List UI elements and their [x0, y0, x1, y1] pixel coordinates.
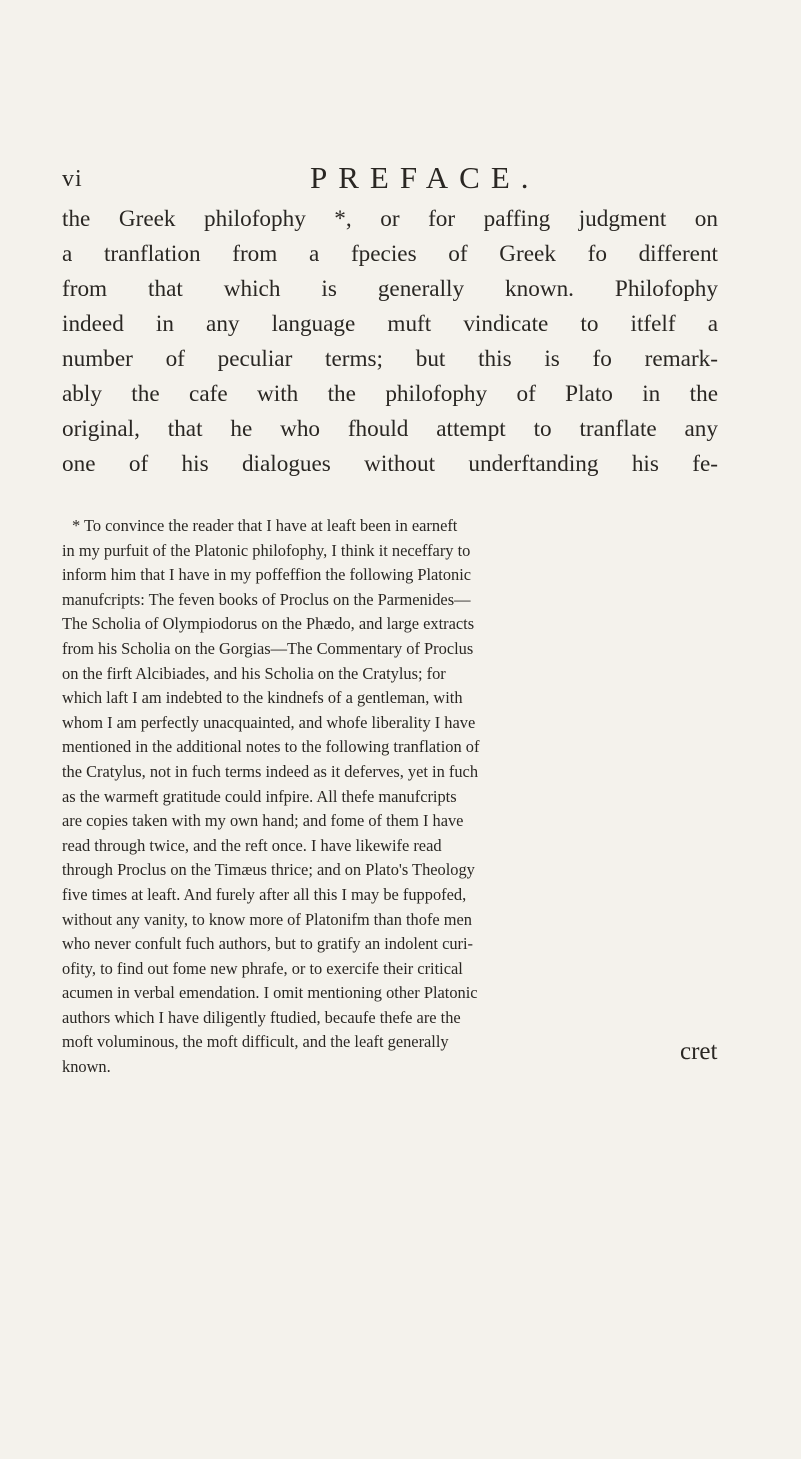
footnote-line: as the warmeft gratitude could infpire. All thefe manufcripts: [62, 786, 457, 806]
footnote-line: The Scholia of Olympiodorus on the Phædo, and large extracts: [62, 614, 475, 634]
footnote-line: from his Scholia on the Gorgias—The Commentary of Proclus: [62, 638, 474, 658]
footnote-line: acumen in verbal emendation. I omit mentioning other Platonic: [62, 983, 478, 1003]
footnote-line: through Proclus on the Timæus thrice; and on Plato's Theology: [62, 860, 475, 880]
text-line: the Greek philofophy *, or for paffing judgment on: [62, 206, 718, 232]
footnote-line: * To convince the reader that I have at leaft been in earneft: [72, 516, 458, 535]
running-title: PREFACE.: [310, 160, 540, 195]
text-line: original, that he who fhould attempt to tranflate any: [62, 416, 718, 442]
text-line: one of his dialogues without underftanding his fe-: [62, 451, 718, 477]
footnote-line: inform him that I have in my poffeffion the following Platonic: [62, 565, 472, 585]
footnote-line: who never confult fuch authors, but to gratify an indolent curi-: [62, 934, 474, 954]
text-line: ably the cafe with the philofophy of Plato in the: [62, 381, 718, 407]
text-line: from that which is generally known. Philofophy: [62, 276, 718, 302]
page-header: [62, 160, 762, 200]
footnote: [62, 514, 738, 1080]
footnote-line: manufcripts: The feven books of Proclus on the Parmenides—: [62, 589, 471, 609]
page-number: vi: [62, 166, 83, 192]
footnote-line: five times at leaft. And furely after all this I may be fuppofed,: [62, 884, 467, 904]
footnote-line: the Cratylus, not in fuch terms indeed as it deferves, yet in fuch: [62, 761, 479, 781]
text-line: number of peculiar terms; but this is fo remark-: [62, 346, 718, 372]
footnote-line: whom I am perfectly unacquainted, and whofe liberality I have: [62, 712, 476, 732]
footnote-line: without any vanity, to know more of Platonifm than thofe men: [62, 909, 472, 929]
footnote-line: in my purfuit of the Platonic philofophy, I think it neceffary to: [62, 540, 471, 560]
footnote-line: ofity, to find out fome new phrafe, or to exercife their critical: [62, 958, 463, 978]
footnote-line: authors which I have diligently ftudied, becaufe thefe are the: [62, 1007, 461, 1027]
main-text: [62, 202, 718, 482]
footnote-line: are copies taken with my own hand; and fome of them I have: [62, 811, 464, 831]
footnote-line: mentioned in the additional notes to the following tranflation of: [62, 737, 480, 757]
catchword: cret: [680, 1038, 718, 1065]
footnote-line: on the firft Alcibiades, and his Scholia on the Cratylus; for: [62, 663, 446, 683]
footnote-line: read through twice, and the reft once. I have likewife read: [62, 835, 442, 855]
footnote-line: which laft I am indebted to the kindnefs of a gentleman, with: [62, 688, 463, 708]
footnote-line: moft voluminous, the moft difficult, and the leaft generally: [62, 1032, 449, 1052]
text-line: a tranflation from a fpecies of Greek fo different: [62, 241, 718, 267]
text-line: indeed in any language muft vindicate to itfelf a: [62, 311, 718, 337]
footnote-line: known.: [62, 1057, 111, 1077]
